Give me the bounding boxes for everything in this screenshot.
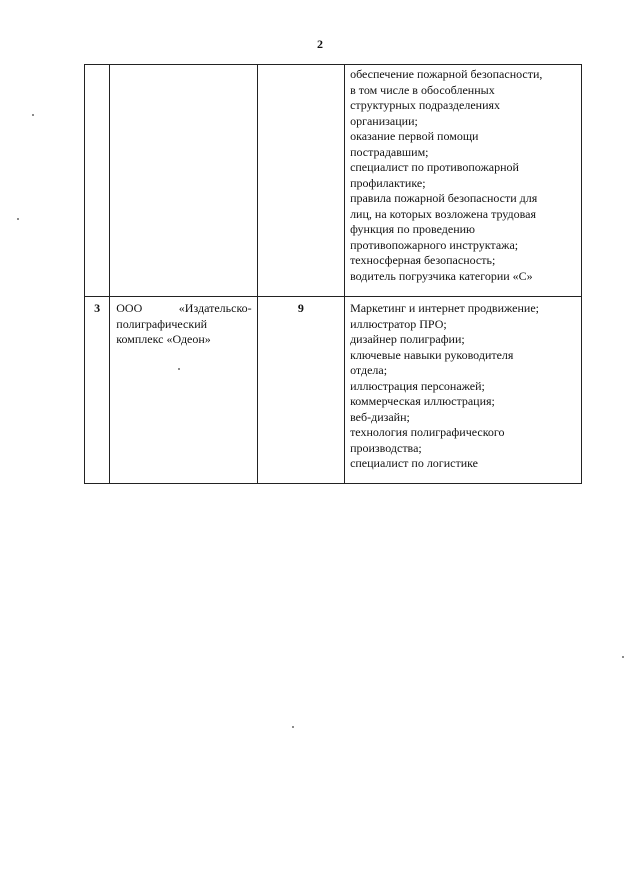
page-number: 2 (317, 37, 323, 51)
program-line: специалист по противопожарной (350, 160, 519, 174)
scan-speck (178, 368, 180, 370)
program-line: специалист по логистике (350, 456, 478, 470)
count-cell (257, 65, 344, 297)
programs-cell (345, 65, 582, 297)
table-row (85, 65, 582, 297)
program-line: профилактике; (350, 175, 426, 190)
program-line: противопожарного инструктажа; (350, 237, 519, 252)
program-line: техносферная безопасность; (350, 253, 496, 267)
program-line: иллюстратор ПРО; (350, 316, 447, 331)
program-line: иллюстрация персонажей; (350, 378, 485, 393)
table-row (85, 297, 582, 484)
program-line: коммерческая иллюстрация; (350, 394, 495, 408)
program-line: структурных подразделениях (350, 98, 501, 112)
program-line: пострадавшим; (350, 144, 429, 159)
programs-cell (345, 297, 582, 484)
program-line: оказание первой помощи (350, 129, 479, 143)
program-line: веб-дизайн; (350, 409, 410, 424)
program-line: ключевые навыки руководителя (350, 347, 514, 362)
count-cell: 9 (257, 297, 344, 484)
program-line: правила пожарной безопасности для (350, 191, 538, 205)
scan-speck (292, 726, 294, 728)
programs-table (84, 64, 582, 484)
scan-speck (32, 114, 34, 116)
organization-cell: ООО «Издательско-полиграфический комплекс «Одеон» (110, 297, 257, 484)
program-line: Маркетинг и интернет продвижение; (350, 301, 539, 315)
program-line: производства; (350, 440, 422, 455)
program-line: обеспечение пожарной безопасности, (350, 67, 543, 81)
program-line: в том числе в обособленных (350, 82, 495, 97)
program-line: организации; (350, 113, 418, 128)
scan-speck (17, 218, 19, 220)
program-line: технология полиграфического (350, 425, 505, 439)
row-number-cell (85, 65, 110, 297)
scan-speck (622, 656, 624, 658)
organization-cell (110, 65, 257, 297)
program-line: водитель погрузчика категории «С» (350, 268, 533, 283)
row-number-cell: 3 (85, 297, 110, 484)
program-line: отдела; (350, 363, 388, 377)
program-line: лиц, на которых возложена трудовая (350, 206, 537, 221)
program-line: дизайнер полиграфии; (350, 332, 465, 346)
program-line: функция по проведению (350, 222, 476, 236)
